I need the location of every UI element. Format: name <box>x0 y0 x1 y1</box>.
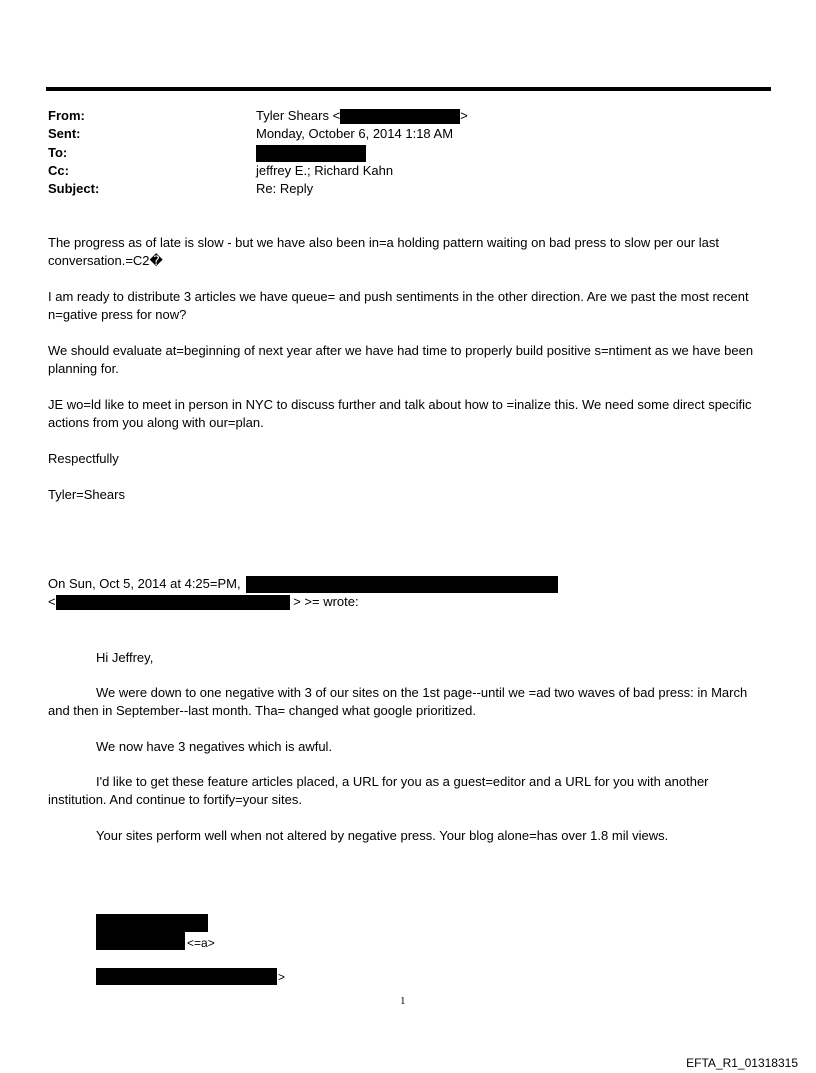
quoted-wrote: > >= wrote: <box>293 594 359 609</box>
signature: Tyler=Shears <box>48 487 125 502</box>
quoted-greeting: Hi Jeffrey, <box>96 650 154 665</box>
redaction-block <box>96 930 185 950</box>
quoted-paragraph: We were down to one negative with 3 of our sites on the 1st page--until we =ad two waves of bad press: in March and then in September--last month. Tha= changed what google prioritized. <box>48 685 748 718</box>
from-value <box>256 107 468 125</box>
body-paragraph: JE wo=ld like to meet in person in NYC to discuss further and talk about how to =inalize this. We need some direct specific actions from you along with our=plan. <box>48 397 752 430</box>
header-rule <box>46 87 771 91</box>
to-label: To: <box>48 145 68 160</box>
body-paragraph: The progress as of late is slow - but we have also been in=a holding pattern waiting on bad press to slow per our last conversation.=C2� <box>48 235 719 268</box>
signature-tail: > <box>278 970 286 984</box>
page-number: 1 <box>400 995 406 1007</box>
sent-label: Sent: <box>48 126 81 141</box>
signature-tail: <=a> <box>187 936 215 950</box>
body-paragraph: Respectfully <box>48 451 119 466</box>
quoted-paragraph: I'd like to get these feature articles placed, a URL for you as a guest=editor and a URL for you with another institution. And continue to fortify=your sites. <box>48 774 709 807</box>
quoted-sender-line <box>48 593 768 611</box>
quoted-lt: < <box>48 594 56 609</box>
subject-label: Subject: <box>48 181 100 196</box>
from-close: > <box>460 108 468 123</box>
redaction-block <box>256 145 366 162</box>
from-name: Tyler Shears < <box>256 108 341 123</box>
quoted-intro <box>48 575 768 593</box>
redaction-block <box>56 595 290 610</box>
quoted-paragraph: Your sites perform well when not altered by negative press. Your blog alone=has over 1.8 mil views. <box>96 828 669 843</box>
body-paragraph: I am ready to distribute 3 articles we have queue= and push sentiments in the other direction. Are we past the most recent n=gative press for now? <box>48 289 749 322</box>
to-value <box>256 144 366 162</box>
body-paragraph: We should evaluate at=beginning of next year after we have had time to properly build positive s=ntiment as we have been planning for. <box>48 343 754 376</box>
subject-value: Re: Reply <box>256 181 314 196</box>
quoted-intro-text: On Sun, Oct 5, 2014 at 4:25=PM, <box>48 576 241 591</box>
sent-value: Monday, October 6, 2014 1:18 AM <box>256 126 454 141</box>
redaction-block <box>246 576 558 593</box>
redaction-block <box>340 109 460 124</box>
cc-label: Cc: <box>48 163 69 178</box>
quoted-paragraph: We now have 3 negatives which is awful. <box>96 739 333 754</box>
redaction-block <box>96 968 277 985</box>
from-label: From: <box>48 108 85 123</box>
bates-number: EFTA_R1_01318315 <box>686 1056 798 1070</box>
cc-value: jeffrey E.; Richard Kahn <box>256 163 394 178</box>
